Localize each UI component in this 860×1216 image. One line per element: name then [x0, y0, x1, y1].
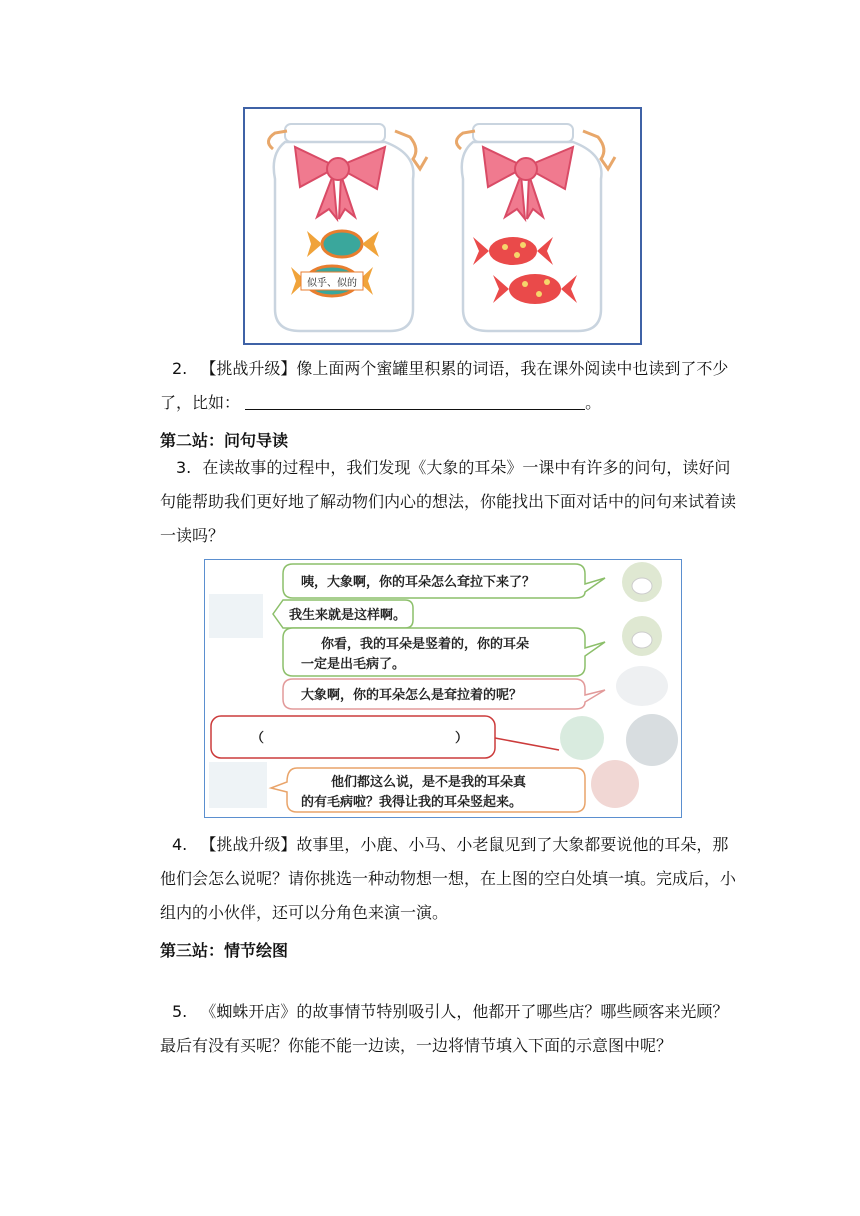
- q4-text: 故事里，小鹿、小马、小老鼠见到了大象都要说他的耳朵，那他们会怎么说呢？请你挑选一种动物想一想，在上图的空白处填一填。完成后，小组内的小伙伴，还可以分角色来演一演。: [160, 835, 737, 922]
- elephant-avatar-2: [209, 762, 267, 808]
- station-3-title: 第三站：情节绘图: [160, 941, 289, 960]
- q2-tag: 【挑战升级】: [200, 359, 297, 378]
- left-jar: [268, 124, 427, 331]
- horse-avatar: [560, 716, 604, 760]
- dialog-line-2: 我生来就是这样啊。: [289, 608, 407, 623]
- q2-answer-blank[interactable]: [245, 389, 585, 410]
- jars-drawing: [245, 109, 640, 343]
- q4-number: 4.: [172, 835, 188, 854]
- right-jar: [456, 124, 615, 331]
- mouse-avatar: [626, 714, 678, 766]
- dialog-line-6a: 他们都这么说，是不是我的耳朵真: [331, 775, 527, 790]
- q3-number: 3.: [176, 458, 192, 477]
- q3-text: 在读故事的过程中，我们发现《大象的耳朵》一课中有许多的问句，读好问句能帮助我们更好地了解动物们内心的想法，你能找出下面对话中的问句来试着读一读吗？: [160, 458, 737, 545]
- dialog-line-4: 大象啊，你的耳朵怎么是耷拉着的呢？: [301, 688, 523, 703]
- q5-number: 5.: [172, 1002, 188, 1021]
- candy-label: 似乎、似的: [307, 278, 357, 289]
- dialogue-drawing: [205, 560, 681, 817]
- dialog-line-6b: 的有毛病啦？我得让我的耳朵竖起来。: [301, 795, 523, 810]
- question-3: [160, 451, 740, 553]
- dialogue-figure: [204, 559, 682, 818]
- dialog-line-3a: 你看，我的耳朵是竖着的，你的耳朵: [321, 637, 530, 652]
- q4-tag: 【挑战升级】: [200, 835, 297, 854]
- question-5: [160, 995, 740, 1063]
- question-4: [160, 828, 740, 930]
- deer-avatar: [591, 760, 639, 808]
- question-2: [160, 352, 740, 420]
- dialog-line-1: 咦，大象啊，你的耳朵怎么耷拉下来了？: [301, 575, 536, 590]
- q2-text: 像上面两个蜜罐里积累的词语，我在课外阅读中也读到了不少了，比如：: [160, 359, 729, 412]
- elephant-avatar-1: [209, 594, 263, 638]
- honey-jars-illustration: [243, 107, 642, 345]
- q2-end: 。: [585, 393, 602, 412]
- q2-number: 2.: [172, 359, 188, 378]
- dialog-line-3b: 一定是出毛病了。: [301, 657, 406, 672]
- sheep-avatar: [616, 666, 668, 706]
- station-2-title: 第二站：问句导读: [160, 431, 289, 450]
- q5-text: 《蜘蛛开店》的故事情节特别吸引人，他都开了哪些店？哪些顾客来光顾？最后有没有买呢？你能不能一边读，一边将情节填入下面的示意图中呢？: [160, 1002, 729, 1055]
- answer-open-paren: （: [251, 731, 265, 746]
- answer-close-paren: ）: [455, 731, 469, 746]
